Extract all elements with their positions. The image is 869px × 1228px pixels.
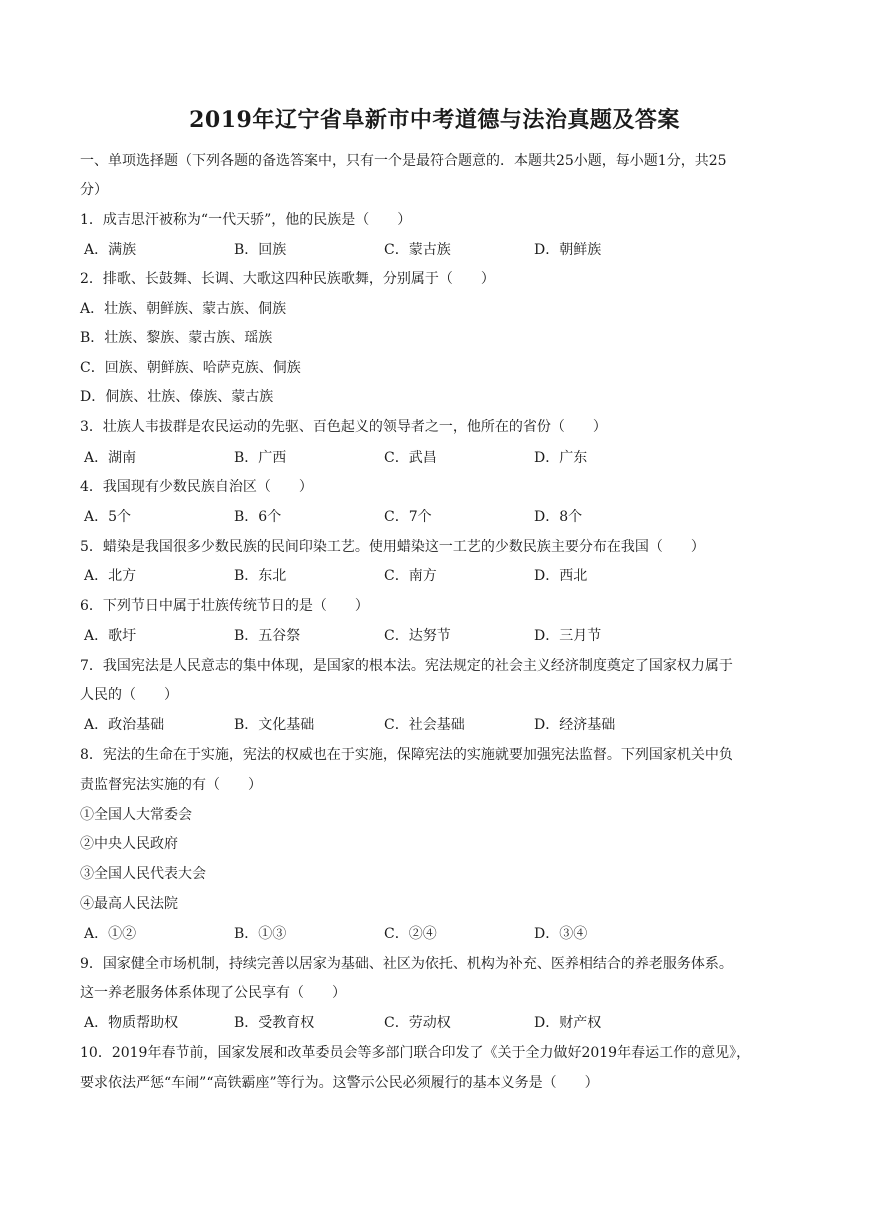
q1-option-c: C．蒙古族 [384, 242, 451, 258]
page-title: 2019年辽宁省阜新市中考道德与法治真题及答案 [189, 107, 680, 133]
q5-option-d: D．西北 [534, 568, 588, 584]
q2-option-a: A．壮族、朝鲜族、蒙古族、侗族 [80, 301, 287, 317]
q3-option-b: B．广西 [234, 450, 287, 466]
q9-option-a: A．物质帮助权 [84, 1015, 179, 1031]
question-8-stem-cont: 责监督宪法实施的有（ ） [80, 777, 262, 793]
q1-option-a: A．满族 [84, 242, 137, 258]
q5-option-c: C．南方 [384, 568, 437, 584]
question-7-stem: 7．我国宪法是人民意志的集中体现，是国家的根本法。宪法规定的社会主义经济制度奠定了国家权力属于 [80, 658, 733, 674]
q8-option-c: C．②④ [384, 926, 437, 942]
q2-option-b: B．壮族、黎族、蒙古族、瑶族 [80, 330, 273, 346]
q3-option-c: C．武昌 [384, 450, 437, 466]
question-2-stem: 2．排歌、长鼓舞、长调、大歌这四种民族歌舞，分别属于（ ） [80, 271, 495, 287]
q1-option-b: B．回族 [234, 242, 287, 258]
question-7-stem-cont: 人民的（ ） [80, 687, 178, 703]
q1-option-d: D．朝鲜族 [534, 242, 602, 258]
q8-item-1: ①全国人大常委会 [80, 807, 192, 823]
q4-option-a: A．5个 [84, 509, 132, 525]
q8-option-d: D．③④ [534, 926, 588, 942]
q7-option-d: D．经济基础 [534, 717, 616, 733]
q8-item-4: ④最高人民法院 [80, 896, 178, 912]
question-3-stem: 3．壮族人韦拔群是农民运动的先驱、百色起义的领导者之一，他所在的省份（ ） [80, 419, 607, 435]
question-5-stem: 5．蜡染是我国很多少数民族的民间印染工艺。使用蜡染这一工艺的少数民族主要分布在我国（ ） [80, 539, 705, 555]
question-1-stem: 1．成吉思汗被称为“一代天骄”，他的民族是（ ） [80, 212, 412, 228]
question-10-stem: 10．2019年春节前，国家发展和改革委员会等多部门联合印发了《关于全力做好2019年春运工作的意见》， [80, 1045, 751, 1061]
q8-option-a: A．①② [84, 926, 137, 942]
question-10-stem-cont: 要求依法严惩“车闹”“高铁霸座”等行为。这警示公民必须履行的基本义务是（ ） [80, 1075, 599, 1091]
q7-option-c: C．社会基础 [384, 717, 465, 733]
section-intro: 一、单项选择题（下列各题的备选答案中，只有一个是最符合题意的．本题共25小题，每小题1分，共25 [80, 153, 727, 169]
question-9-stem: 9．国家健全市场机制，持续完善以居家为基础、社区为依托、机构为补充、医养相结合的养老服务体系。 [80, 956, 733, 972]
question-4-stem: 4．我国现有少数民族自治区（ ） [80, 479, 313, 495]
question-8-stem: 8．宪法的生命在于实施，宪法的权威也在于实施，保障宪法的实施就要加强宪法监督。下列国家机关中负 [80, 747, 733, 763]
q7-option-a: A．政治基础 [84, 717, 165, 733]
q5-option-a: A．北方 [84, 568, 137, 584]
question-9-stem-cont: 这一养老服务体系体现了公民享有（ ） [80, 985, 346, 1001]
q3-option-d: D．广东 [534, 450, 588, 466]
q8-item-3: ③全国人民代表大会 [80, 866, 206, 882]
q8-option-b: B．①③ [234, 926, 287, 942]
q7-option-b: B．文化基础 [234, 717, 315, 733]
q4-option-b: B．6个 [234, 509, 282, 525]
q6-option-d: D．三月节 [534, 628, 602, 644]
q6-option-b: B．五谷祭 [234, 628, 301, 644]
q2-option-d: D．侗族、壮族、傣族、蒙古族 [80, 389, 274, 405]
q9-option-c: C．劳动权 [384, 1015, 451, 1031]
q2-option-c: C．回族、朝鲜族、哈萨克族、侗族 [80, 360, 301, 376]
q4-option-d: D．8个 [534, 509, 583, 525]
q6-option-a: A．歌圩 [84, 628, 137, 644]
q9-option-b: B．受教育权 [234, 1015, 315, 1031]
question-6-stem: 6．下列节日中属于壮族传统节日的是（ ） [80, 598, 369, 614]
q4-option-c: C．7个 [384, 509, 432, 525]
q5-option-b: B．东北 [234, 568, 287, 584]
q3-option-a: A．湖南 [84, 450, 137, 466]
section-intro-cont: 分） [80, 182, 108, 198]
q6-option-c: C．达努节 [384, 628, 451, 644]
q9-option-d: D．财产权 [534, 1015, 602, 1031]
q8-item-2: ②中央人民政府 [80, 836, 178, 852]
